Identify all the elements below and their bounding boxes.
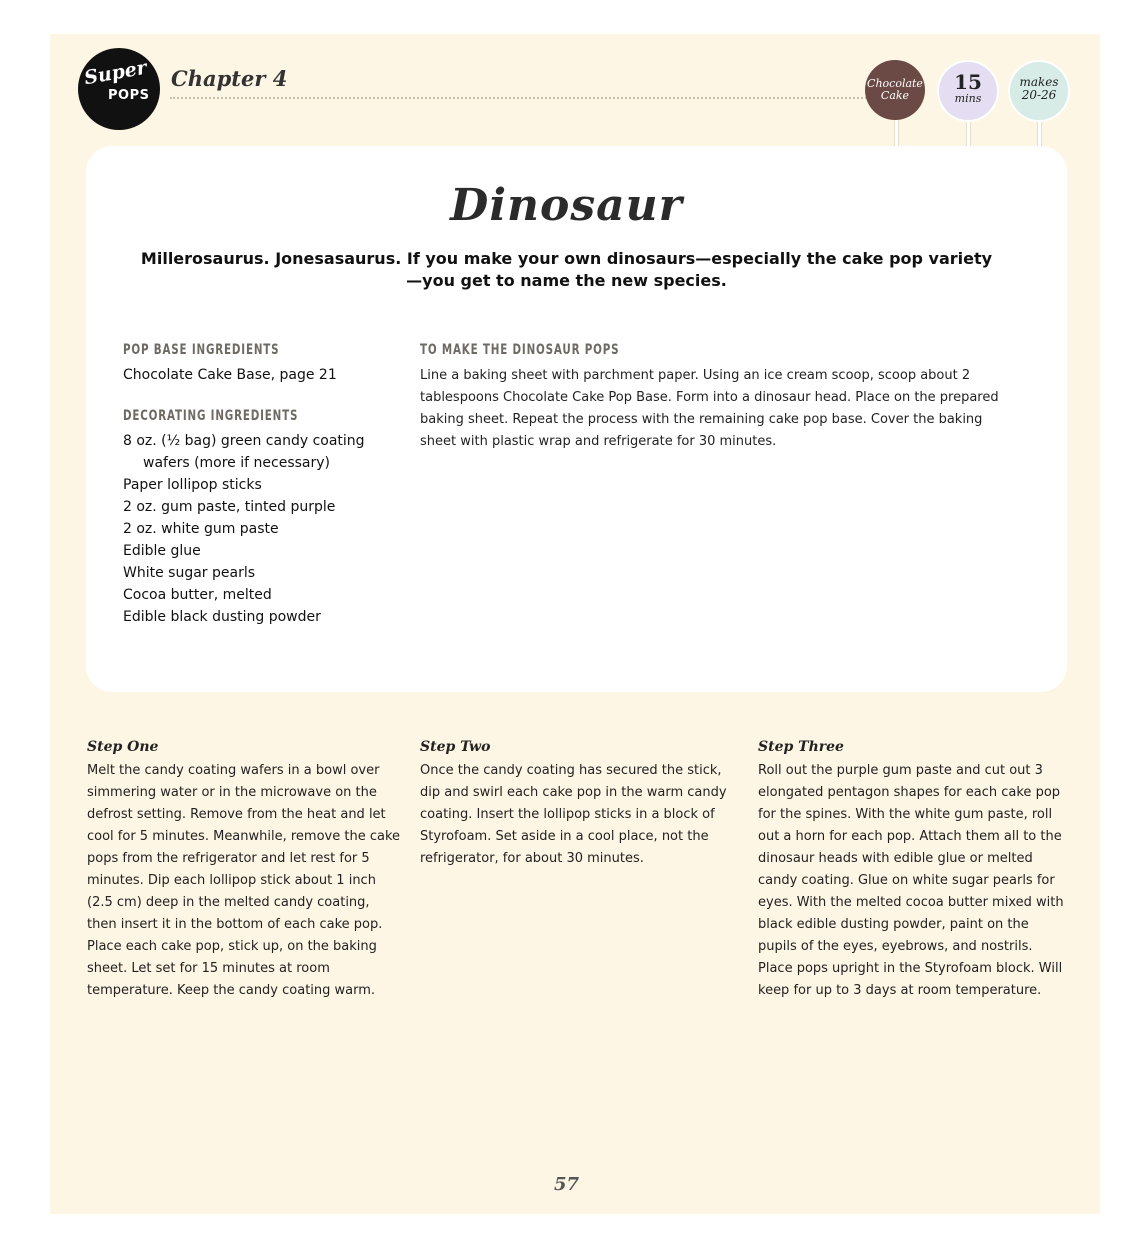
step-one-text: Melt the candy coating wafers in a bowl over simmering water or in the microwave on the defrost setting. Remove from the heat and let cool for 5 minutes. Meanwhile, remove the cake pops from the refrigerator and let rest for 5 minutes. Dip each lollipop stick about 1 inch (2.5 cm) deep in the melted candy coating, then insert it in the bottom of each cake pop. Place each cake pop, stick up, on the baking sheet. Let set for 15 minutes at room temperature. Keep the candy coating warm. [87,763,401,998]
make-heading: TO MAKE THE DINOSAUR POPS [420,342,620,358]
time-unit: mins [954,92,982,105]
super-pops-logo [78,48,160,130]
decorating-heading: DECORATING INGREDIENTS [123,408,299,424]
flavor-line2: Cake [880,88,910,102]
logo-text-pops: POPS [108,88,150,103]
recipe-title: Dinosaur [450,180,683,231]
yield-line1: makes [1019,75,1059,89]
step-two-heading: Step Two [420,739,491,755]
ingredient-item: 8 oz. (½ bag) green candy coating wafers (more if necessary) [123,433,365,471]
yield-circle [1008,60,1070,122]
flavor-line1: Chocolate [867,77,923,90]
ingredient-item: Chocolate Cake Base, page 21 [123,367,337,383]
ingredient-item: 2 oz. white gum paste [123,521,279,537]
time-badge [937,60,997,150]
flavor-badge [865,60,925,150]
ingredient-item: Edible black dusting powder [123,609,321,625]
ingredient-item: Cocoa butter, melted [123,587,272,603]
logo-text-super: Super [82,56,149,90]
step-three-text: Roll out the purple gum paste and cut out 3 elongated pentagon shapes for each cake pop for the spines. With the white gum paste, roll out a horn for each pop. Attach them all to the dinosaur heads with edible glue or melted candy coating. Glue on white sugar pearls for eyes. With the melted cocoa butter mixed with black edible dusting powder, paint on the pupils of the eyes, eyebrows, and nostrils. Place pops upright in the Styrofoam block. Will keep for up to 3 days at room temperature. [758,763,1064,998]
page-number: 57 [553,1174,580,1195]
flavor-circle [865,60,925,120]
pop-base-heading: POP BASE INGREDIENTS [123,342,280,358]
make-instructions: Line a baking sheet with parchment paper. Using an ice cream scoop, scoop about 2 tablespoons Chocolate Cake Pop Base. Form into a dinosaur head. Place on the prepared baking sheet. Repeat the process with the remaining cake pop base. Cover the baking sheet with plastic wrap and refrigerate for 30 minutes. [420,368,999,449]
chapter-label: Chapter 4 [171,66,288,91]
step-three-heading: Step Three [758,739,844,755]
step-two-text: Once the candy coating has secured the stick, dip and swirl each cake pop in the warm candy coating. Insert the lollipop sticks in a block of Styrofoam. Set aside in a cool place, not the refrigerator, for about 30 minutes. [420,763,727,866]
ingredient-item: White sugar pearls [123,565,256,581]
yield-badge [1008,60,1068,150]
decorating-list [123,430,393,628]
time-number: 15 [954,70,982,94]
ingredient-item: 2 oz. gum paste, tinted purple [123,499,336,515]
step-one-heading: Step One [87,739,159,755]
ingredient-item: Edible glue [123,543,201,559]
time-circle [937,60,999,122]
yield-line2: 20-26 [1021,87,1057,102]
header-divider [170,97,870,99]
recipe-intro: Millerosaurus. Jonesasaurus. If you make your own dinosaurs—especially the cake pop variety—you get to name the new species. [140,249,993,290]
ingredient-item: Paper lollipop sticks [123,477,262,493]
pop-base-list [123,364,393,386]
